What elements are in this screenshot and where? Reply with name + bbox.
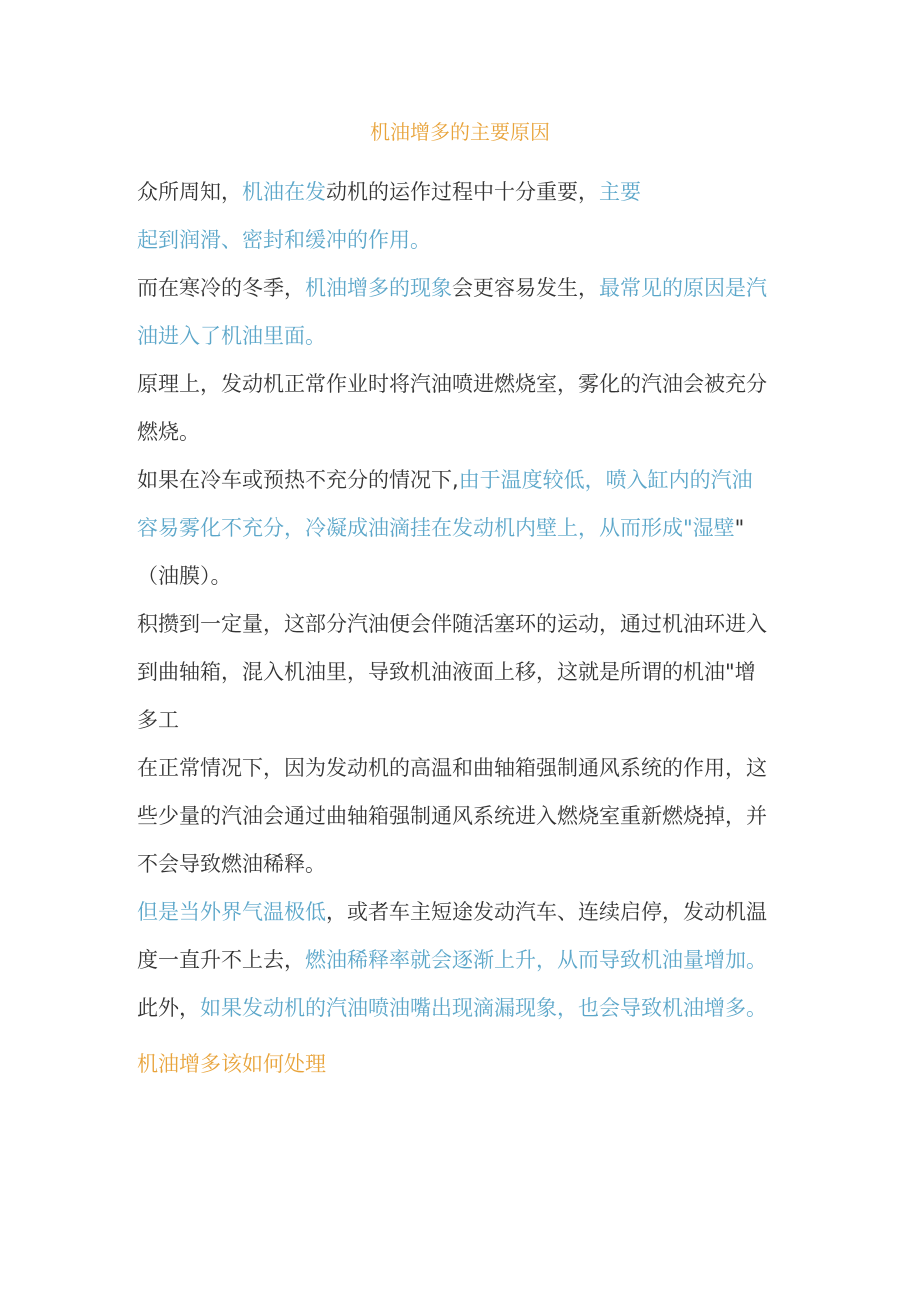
body-text: 到曲轴箱，混入机油里，导致机油液面上移，这就是所谓的机油"增 bbox=[137, 660, 756, 684]
text-line bbox=[137, 696, 797, 744]
highlighted-text: 容易雾化不充分，冷凝成油滴挂在发动机内壁上，从而形成"湿壁 bbox=[137, 516, 735, 540]
paragraph bbox=[137, 168, 797, 264]
highlighted-text: 燃油稀释率就会逐渐上升，从而导致机油量增加。 bbox=[305, 948, 767, 972]
paragraph bbox=[137, 984, 797, 1032]
highlighted-text: 机油在发 bbox=[242, 180, 326, 204]
highlighted-text: 如果发动机的汽油喷油嘴出现滴漏现象，也会导致机油增多。 bbox=[200, 996, 767, 1020]
section-subheading: 机油增多该如何处理 bbox=[137, 1052, 326, 1076]
highlighted-text: 但是当外界气温极低 bbox=[137, 900, 326, 924]
text-line bbox=[137, 552, 797, 600]
body-text: 度一直升不上去， bbox=[137, 948, 305, 972]
highlighted-text: 油进入了机油里面。 bbox=[137, 324, 326, 348]
body-text: 动机的运作过程中十分重要， bbox=[326, 180, 599, 204]
text-line bbox=[137, 744, 797, 792]
text-line bbox=[137, 840, 797, 888]
body-text: 如果在冷车或预热不充分的情况下, bbox=[137, 468, 459, 492]
text-line bbox=[137, 168, 797, 216]
text-line bbox=[137, 792, 797, 840]
paragraph bbox=[137, 888, 797, 984]
body-text: 而在寒冷的冬季， bbox=[137, 276, 305, 300]
body-text: 众所周知， bbox=[137, 180, 242, 204]
highlighted-text: 机油增多的现象 bbox=[305, 276, 452, 300]
text-line bbox=[137, 936, 797, 984]
paragraph bbox=[137, 360, 797, 456]
text-line bbox=[137, 504, 797, 552]
body-text: " bbox=[734, 516, 745, 540]
body-text: 会更容易发生， bbox=[452, 276, 599, 300]
text-line bbox=[137, 600, 797, 648]
text-line bbox=[137, 984, 797, 1032]
text-line bbox=[137, 648, 797, 696]
text-line bbox=[137, 408, 797, 456]
body-text: 多工 bbox=[137, 708, 179, 732]
document-title: 机油增多的主要原因 bbox=[370, 120, 550, 144]
highlighted-text: 起到润滑、密封和缓冲的作用。 bbox=[137, 228, 431, 252]
highlighted-text: 主要 bbox=[599, 180, 641, 204]
body-text: 些少量的汽油会通过曲轴箱强制通风系统进入燃烧室重新燃烧掉，并 bbox=[137, 804, 767, 828]
document-body bbox=[137, 168, 797, 1032]
paragraph bbox=[137, 600, 797, 744]
highlighted-text: 最常见的原因是汽 bbox=[599, 276, 767, 300]
body-text: 原理上，发动机正常作业时将汽油喷进燃烧室，雾化的汽油会被充分 bbox=[137, 372, 767, 396]
text-line bbox=[137, 312, 797, 360]
highlighted-text: 由于温度较低，喷入缸内的汽油 bbox=[458, 468, 753, 492]
body-text: 此外， bbox=[137, 996, 200, 1020]
text-line bbox=[137, 264, 797, 312]
body-text: ，或者车主短途发动汽车、连续启停，发动机温 bbox=[326, 900, 767, 924]
text-line bbox=[137, 216, 797, 264]
text-line bbox=[137, 360, 797, 408]
body-text: 燃烧。 bbox=[137, 420, 200, 444]
paragraph bbox=[137, 744, 797, 888]
body-text: 不会导致燃油稀释。 bbox=[137, 852, 326, 876]
body-text: 在正常情况下，因为发动机的高温和曲轴箱强制通风系统的作用，这 bbox=[137, 756, 767, 780]
paragraph bbox=[137, 456, 797, 600]
body-text: （油膜）。 bbox=[137, 564, 232, 588]
text-line bbox=[137, 456, 797, 504]
body-text: 积攒到一定量，这部分汽油便会伴随活塞环的运动，通过机油环进入 bbox=[137, 612, 767, 636]
paragraph bbox=[137, 264, 797, 360]
text-line bbox=[137, 888, 797, 936]
